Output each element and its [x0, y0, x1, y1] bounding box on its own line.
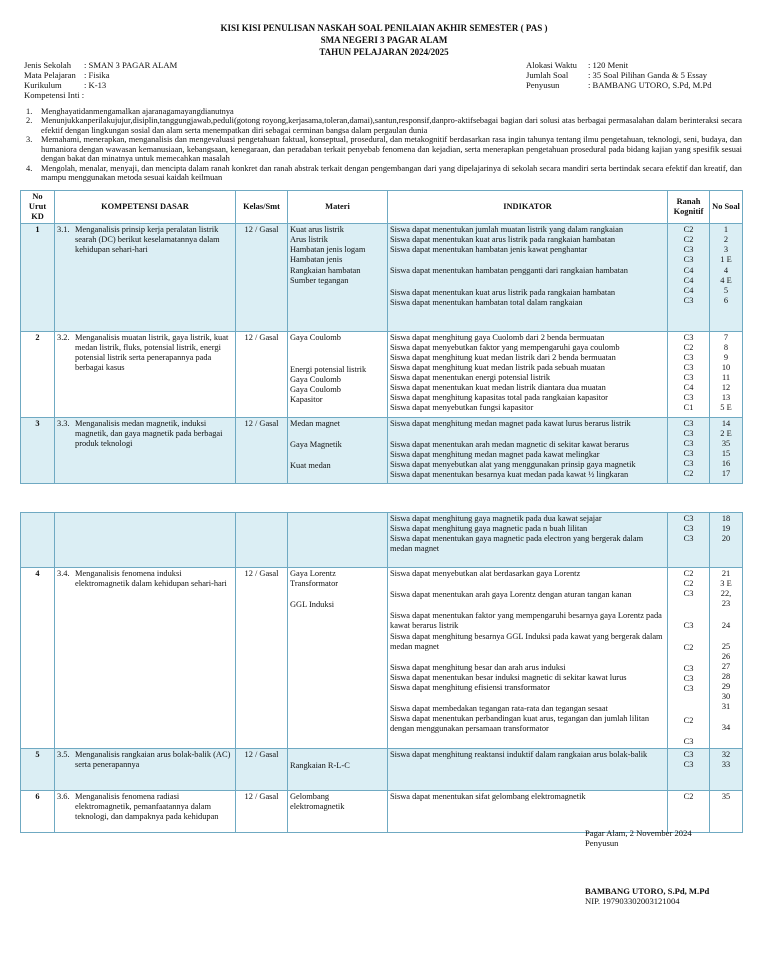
materi-item	[290, 343, 385, 354]
soal-item	[712, 317, 740, 328]
indikator-item: Siswa dapat menentukan arah gaya Lorentz dengan aturan tangan kanan	[390, 590, 632, 600]
ranah-item: C3	[683, 589, 694, 599]
ranah-item	[670, 599, 707, 610]
ranah-item: C3	[683, 459, 694, 469]
cell-no: 1	[21, 224, 55, 331]
ranah-item	[670, 317, 707, 328]
cell-kompetensi-dasar	[55, 791, 236, 833]
ranah-item: C2	[683, 715, 694, 725]
ranah-item: C3	[683, 439, 694, 449]
materi-item	[290, 308, 385, 319]
ranah-item: C3	[683, 419, 694, 429]
soal-item: 24	[721, 620, 731, 630]
meta-label: Kurikulum	[24, 80, 62, 91]
kd-text: Menganalisis fenomena induksi elektromagnetik dalam kehidupan sehari-hari	[75, 569, 227, 589]
signature-place-date: Pagar Alam, 2 November 2024	[585, 828, 692, 838]
kd-text: Menganalisis muatan listrik, gaya listrik, kuat medan listrik, fluks, potensial listrik, energi potensial listrik serta penerapannya pada berbagai kasus	[75, 332, 229, 372]
indikator-item: Siswa dapat menentukan hambatan pengganti dari rangkaian hambatan	[390, 266, 628, 276]
ranah-item: C3	[683, 760, 694, 770]
soal-item: 20	[721, 534, 731, 544]
ranah-item: C3	[683, 255, 694, 265]
ranah-item	[670, 632, 707, 643]
cell-kelas: 12 / Gasal	[236, 224, 288, 331]
cell-kompetensi-dasar	[55, 224, 236, 331]
meta-label: Jumlah Soal	[526, 70, 569, 81]
soal-item: 5 E	[720, 403, 732, 413]
cell-kelas: 12 / Gasal	[236, 568, 288, 749]
indikator-item: Siswa dapat menentukan gaya magnetic pada electron yang bergerak dalam medan magnet	[390, 534, 644, 554]
materi-item: Gelombang elektromagnetik	[290, 792, 345, 812]
meta-label: Kompetensi Inti :	[24, 90, 85, 101]
soal-item: 18	[721, 514, 731, 523]
ranah-item: C3	[683, 449, 694, 459]
cell-ranah	[668, 749, 710, 791]
cell-no: 2	[21, 331, 55, 417]
ranah-item: C3	[683, 663, 694, 673]
kd-text: Menganalisis fenomena radiasi elektromagnetik, pemanfaatannya dalam teknologi, dan dampaknya pada kehidupan	[75, 792, 219, 822]
materi-item: Hambatan jenis	[290, 255, 343, 265]
materi-item: Gaya Coulomb	[290, 374, 341, 384]
title-line-1: KISI KISI PENULISAN NASKAH SOAL PENILAIAN AKHIR SEMESTER ( PAS )	[220, 23, 548, 33]
soal-item: 19	[721, 524, 731, 534]
soal-item: 5	[723, 285, 729, 295]
table-row	[21, 791, 743, 833]
cell-ranah	[668, 418, 710, 484]
cell-ranah	[668, 513, 710, 568]
indikator-item: Siswa dapat menyebutkan alat yang menggunakan prinsip gaya magnetik	[390, 460, 636, 470]
indikator-item	[390, 652, 665, 663]
ranah-item: C3	[683, 683, 694, 693]
soal-item: 35	[721, 439, 731, 449]
indikator-item: Siswa dapat menyebutkan alat berdasarkan gaya Lorentz	[390, 569, 581, 579]
ranah-item: C3	[683, 524, 694, 534]
soal-item: 33	[721, 760, 731, 770]
cell-materi	[288, 224, 388, 331]
col-header-nosoal: No Soal	[710, 191, 743, 224]
indikator-item: Siswa dapat menghitung kapasitas total pada rangkaian kapasitor	[390, 393, 608, 403]
indikator-item: Siswa dapat menghitung gaya Cuolomb dari 2 benda bermuatan	[390, 332, 605, 342]
soal-item: 4 E	[720, 275, 732, 285]
indikator-item: Siswa dapat menghitung efisiensi transformator	[390, 682, 551, 692]
cell-kompetensi-dasar	[55, 331, 236, 417]
soal-item: 4	[723, 265, 729, 275]
ranah-item: C4	[683, 275, 694, 285]
meta-label: Jenis Sekolah	[24, 60, 72, 70]
cell-kelas: 12 / Gasal	[236, 749, 288, 791]
soal-item: 12	[721, 383, 731, 393]
signature-block	[585, 828, 692, 848]
col-header-indikator: INDIKATOR	[388, 191, 668, 224]
ranah-item	[670, 653, 707, 664]
soal-item: 31	[721, 702, 731, 712]
indikator-item: Siswa dapat menentukan besarnya kuat medan pada kawat ½ lingkaran	[390, 470, 629, 480]
soal-item: 27	[721, 661, 731, 671]
ranah-item: C3	[683, 352, 694, 362]
cell-no	[21, 513, 55, 568]
soal-item: 17	[721, 469, 731, 479]
meta-value: : 35 Soal Pilihan Ganda & 5 Essay	[588, 70, 708, 81]
materi-item: Gaya Lorentz	[290, 569, 336, 579]
title-line-2: SMA NEGERI 3 PAGAR ALAM	[320, 35, 448, 45]
col-header-ranah: Ranah Kognitif	[668, 191, 710, 224]
indikator-item: Siswa dapat menentukan kuat arus listrik pada rangkaian hambatan	[390, 235, 616, 245]
soal-item	[712, 555, 740, 566]
ranah-item: C2	[683, 469, 694, 479]
indikator-item: Siswa dapat menghitung kuat medan listrik dari 2 benda bermuatan	[390, 352, 616, 362]
indikator-item: Siswa dapat menentukan kuat arus listrik pada rangkaian hambatan	[390, 287, 616, 297]
soal-item: 3 E	[720, 579, 732, 589]
table-row	[21, 331, 743, 417]
table-body	[21, 224, 743, 484]
meta-label: Penyusun	[526, 80, 560, 91]
materi-item	[290, 750, 385, 761]
indikator-item: Siswa dapat menghitung besar dan arah arus induksi	[390, 662, 566, 672]
soal-item: 22,	[720, 589, 732, 599]
ranah-item: C3	[683, 429, 694, 439]
ranah-item	[670, 726, 707, 737]
cell-materi	[288, 749, 388, 791]
kd-number: 3.3.	[57, 419, 70, 429]
cell-no: 3	[21, 418, 55, 484]
cell-indikator	[388, 791, 668, 833]
cell-kompetensi-dasar	[55, 749, 236, 791]
indikator-item: Siswa dapat menentukan jumlah muatan listrik yang dalam rangkaian	[390, 225, 624, 235]
indikator-item: Siswa dapat menentukan hambatan total dalam rangkaian	[390, 297, 583, 307]
col-header-no: No Urut KD	[21, 191, 55, 224]
materi-item	[290, 450, 385, 461]
cell-ranah	[668, 331, 710, 417]
ranah-item: C3	[683, 362, 694, 372]
cell-no: 4	[21, 568, 55, 749]
ranah-item: C3	[683, 332, 694, 342]
meta-left	[24, 60, 177, 101]
table-row	[21, 513, 743, 568]
cell-indikator	[388, 568, 668, 749]
kompetensi-inti-list	[24, 107, 742, 183]
soal-item: 3	[723, 245, 729, 255]
cell-indikator	[388, 513, 668, 568]
cell-ranah	[668, 224, 710, 331]
ranah-item: C2	[683, 569, 694, 579]
ranah-item	[670, 705, 707, 716]
ranah-item: C2	[683, 225, 694, 235]
soal-item: 14	[721, 419, 731, 429]
indikator-item: Siswa dapat menentukan hambatan jenis kawat penghantar	[390, 245, 588, 255]
soal-item: 23	[721, 599, 731, 609]
soal-item: 21	[721, 569, 731, 579]
indikator-item	[390, 429, 665, 440]
cell-no: 5	[21, 749, 55, 791]
indikator-item: Siswa dapat menentukan faktor yang mempengaruhi besarnya gaya Lorentz pada kawat berarus listrik	[390, 611, 662, 631]
soal-item: 13	[721, 393, 731, 403]
cell-materi	[288, 791, 388, 833]
cell-materi	[288, 418, 388, 484]
materi-item	[290, 297, 385, 308]
indikator-item	[390, 319, 665, 330]
kisi-table-page-2	[20, 512, 743, 833]
cell-materi	[288, 331, 388, 417]
materi-item: Rangkaian R-L-C	[290, 761, 350, 771]
soal-item: 9	[723, 352, 729, 362]
cell-indikator	[388, 331, 668, 417]
ki-item: 3. Memahami, menerapkan, menganalisis dan mengevaluasi pengetahuan faktual, konseptual, prosedural, dan metakognitif berdasarkan rasa ingin tahunya tentang ilmu pengetahuan, teknologi, seni, budaya, dan humaniora dengan wawasan kemanusiaan, kebangsaan, kenegaraan, dan peradaban terkait penyebab fenomena dan kejadian, serta menerapkan pengetahuan prosedural pada bidang kajian yang spesifik sesuai dengan bakat dan minatnya untuk memecahkan masalah	[26, 135, 742, 164]
indikator-item	[390, 277, 665, 288]
soal-item: 2	[723, 235, 729, 245]
ranah-item: C3	[683, 393, 694, 403]
indikator-item: Siswa dapat menentukan kuat medan listrik diantara dua muatan	[390, 383, 606, 393]
kd-text: Menganalisis prinsip kerja peralatan listrik searah (DC) berikut keselamatannya dalam kehidupan sehari-hari	[75, 225, 220, 255]
indikator-item: Siswa dapat menghitung gaya magnetic pada n buah lilitan	[390, 524, 588, 534]
indikator-item	[390, 579, 665, 590]
materi-item	[290, 319, 385, 330]
materi-item: Medan magnet	[290, 419, 341, 429]
ranah-item	[670, 694, 707, 705]
cell-materi	[288, 513, 388, 568]
ranah-item: C4	[683, 285, 694, 295]
soal-item: 30	[721, 692, 731, 702]
soal-item	[712, 712, 740, 723]
ranah-item: C2	[683, 792, 694, 802]
soal-item: 10	[721, 362, 731, 372]
cell-indikator	[388, 224, 668, 331]
ranah-item: C3	[683, 750, 694, 760]
indikator-item: Siswa dapat menyebutkan fungsi kapasitor	[390, 403, 534, 413]
cell-no: 6	[21, 791, 55, 833]
signature-name-block	[585, 886, 709, 906]
soal-item: 8	[723, 342, 729, 352]
soal-item: 11	[721, 373, 731, 383]
materi-item	[290, 589, 385, 600]
materi-item: GGL Induksi	[290, 600, 335, 610]
materi-item: Gaya Magnetik	[290, 440, 342, 450]
ranah-item: C2	[683, 235, 694, 245]
materi-item	[290, 354, 385, 365]
indikator-item: Siswa dapat menentukan arah medan magnetic di sekitar kawat berarus	[390, 440, 629, 450]
indikator-item: Siswa dapat membedakan tegangan rata-rata dan tegangan sesaat	[390, 703, 608, 713]
ranah-item: C3	[683, 373, 694, 383]
cell-ranah	[668, 791, 710, 833]
cell-kelas: 12 / Gasal	[236, 791, 288, 833]
cell-nosoal	[710, 331, 743, 417]
soal-item: 6	[723, 295, 729, 305]
indikator-item	[390, 308, 665, 319]
indikator-item: Siswa dapat menentukan sifat gelombang elektromagnetik	[390, 792, 586, 802]
signature-name: BAMBANG UTORO, S.Pd, M.Pd	[585, 886, 710, 896]
cell-kompetensi-dasar	[55, 418, 236, 484]
col-header-kelas: Kelas/Smt	[236, 191, 288, 224]
kd-text: Menganalisis rangkaian arus bolak-balik (AC) serta penerapannya	[75, 750, 231, 770]
ranah-item: C1	[683, 403, 694, 413]
ki-item: 4. Mengolah, menalar, menyaji, dan mencipta dalam ranah konkret dan ranah abstrak terkait dengan pengembangan dari yang dipelajarinya di sekolah secara mandiri serta bertindak secara efektif dan kreatif, dan mampu menggunakan metoda sesuai kaidah keilmuan	[26, 163, 742, 183]
meta-value: : SMAN 3 PAGAR ALAM	[84, 60, 178, 70]
soal-item	[712, 544, 740, 555]
materi-item: Gaya Coulomb	[290, 384, 341, 394]
cell-materi	[288, 568, 388, 749]
ranah-item: C3	[683, 514, 694, 523]
kd-number: 3.4.	[57, 569, 70, 579]
kd-number: 3.2.	[57, 332, 70, 342]
ranah-item: C3	[683, 673, 694, 683]
ranah-item	[670, 610, 707, 621]
meta-label: Mata Pelajaran	[24, 70, 76, 81]
soal-item: 25	[721, 641, 731, 651]
soal-item: 1 E	[720, 255, 732, 265]
materi-item: Energi potensial listrik	[290, 364, 367, 374]
indikator-item: Siswa dapat menentukan perbandingan kuat arus, tegangan dan jumlah lilitan dengan menggunakan persamaan transformator	[390, 714, 650, 734]
soal-item	[712, 631, 740, 642]
materi-item: Kapasitor	[290, 395, 323, 405]
cell-kompetensi-dasar	[55, 568, 236, 749]
cell-nosoal	[710, 749, 743, 791]
table-row	[21, 224, 743, 331]
ranah-item: C2	[683, 642, 694, 652]
indikator-item: Siswa dapat menghitung besarnya GGL Induksi pada kawat yang bergerak dalam medan magnet	[390, 631, 663, 651]
soal-item	[712, 306, 740, 317]
kd-text: Menganalisis medan magnetik, induksi magnetik, dan gaya magnetik pada berbagai produk teknologi	[75, 419, 223, 449]
cell-nosoal	[710, 791, 743, 833]
soal-item	[712, 610, 740, 621]
ranah-item	[670, 544, 707, 555]
indikator-item: Siswa dapat menentukan besar induksi magnetic di sekitar kawat lurus	[390, 672, 627, 682]
indikator-item: Siswa dapat menghitung kuat medan listrik pada sebuah muatan	[390, 362, 605, 372]
materi-item: Hambatan jenis logam	[290, 245, 366, 255]
ranah-item	[670, 306, 707, 317]
cell-nosoal	[710, 568, 743, 749]
materi-item	[290, 286, 385, 297]
materi-item: Kuat medan	[290, 461, 331, 471]
indikator-item: Siswa dapat menyebutkan faktor yang mempengaruhi gaya coulomb	[390, 342, 620, 352]
table-body	[21, 513, 743, 833]
ranah-item	[670, 555, 707, 566]
soal-item: 2 E	[720, 429, 732, 439]
soal-item: 34	[721, 723, 731, 733]
materi-item: Sumber tegangan	[290, 275, 349, 285]
table-row	[21, 749, 743, 791]
title-line-3: TAHUN PELAJARAN 2024/2025	[319, 47, 449, 57]
indikator-item: Siswa dapat menghitung gaya magnetik pada dua kawat sejajar	[390, 514, 602, 523]
soal-item: 15	[721, 449, 731, 459]
soal-item: 35	[721, 792, 731, 802]
meta-value: : K-13	[84, 80, 107, 91]
indikator-item	[390, 600, 665, 611]
cell-nosoal	[710, 513, 743, 568]
cell-indikator	[388, 749, 668, 791]
indikator-item	[390, 693, 665, 704]
ranah-item: C3	[683, 621, 694, 631]
meta-value: : 120 Menit	[588, 60, 629, 70]
signature-role: Penyusun	[585, 838, 619, 849]
indikator-item: Siswa dapat menentukan energi potensial listrik	[390, 373, 551, 383]
cell-indikator	[388, 418, 668, 484]
materi-item: Arus listrik	[290, 235, 328, 245]
cell-kompetensi-dasar	[55, 513, 236, 568]
indikator-item	[390, 554, 665, 565]
ranah-item: C2	[683, 579, 694, 589]
materi-item: Kuat arus listrik	[290, 225, 344, 235]
soal-item: 16	[721, 459, 731, 469]
ki-item: 2. Menunjukkanperilakujujur,disiplin,tanggungjawab,peduli(gotong royong,kerjasama,toleran,damai),santun,responsif,danpro-aktifsebagai bagian dari solusi atas berbagai permasalahan dalam berinteraksi secara efektif dengan lingkungan sosial dan alam serta menempatkan diri sebagai cerminan bangsa dalam pergaulan dunia	[26, 116, 742, 135]
ranah-item: C3	[683, 245, 694, 255]
ranah-item: C2	[683, 342, 694, 352]
meta-value: : Fisika	[84, 70, 110, 81]
meta-right	[526, 60, 712, 90]
soal-item: 1	[723, 225, 729, 235]
ranah-item: C4	[683, 383, 694, 393]
ranah-item: C3	[683, 534, 694, 544]
materi-item	[290, 405, 385, 416]
meta-label: Alokasi Waktu	[526, 60, 577, 70]
ranah-item: C3	[683, 295, 694, 305]
kisi-table-page-1	[20, 190, 743, 484]
ranah-item: C3	[683, 736, 694, 746]
cell-kelas: 12 / Gasal	[236, 418, 288, 484]
cell-kelas: 12 / Gasal	[236, 331, 288, 417]
kd-number: 3.1.	[57, 225, 70, 235]
table-row	[21, 418, 743, 484]
kd-number: 3.5.	[57, 750, 70, 760]
soal-item: 32	[721, 750, 731, 760]
materi-item	[290, 471, 385, 482]
materi-item: Gaya Coulomb	[290, 332, 341, 342]
signature-nip: NIP. 197903302003121004	[585, 896, 680, 907]
ranah-item: C4	[683, 265, 694, 275]
soal-item: 28	[721, 671, 731, 681]
indikator-item	[390, 255, 665, 266]
indikator-item: Siswa dapat menghitung medan magnet pada kawat melingkar	[390, 450, 600, 460]
indikator-item: Siswa dapat menghitung medan magnet pada kawat lurus berarus listrik	[390, 419, 631, 429]
materi-item	[290, 429, 385, 440]
cell-ranah	[668, 568, 710, 749]
meta-value: : BAMBANG UTORO, S.Pd, M.Pd	[588, 80, 712, 91]
cell-nosoal	[710, 418, 743, 484]
indikator-item: Siswa dapat menghitung reaktansi induktif dalam rangkaian arus bolak-balik	[390, 750, 648, 760]
table-row	[21, 568, 743, 749]
materi-item: Transformator	[290, 579, 339, 589]
kd-number: 3.6.	[57, 792, 70, 802]
soal-item: 26	[721, 651, 731, 661]
col-header-materi: Materi	[288, 191, 388, 224]
cell-nosoal	[710, 224, 743, 331]
col-header-kd: KOMPETENSI DASAR	[55, 191, 236, 224]
soal-item: 29	[721, 681, 731, 691]
cell-kelas	[236, 513, 288, 568]
soal-item: 7	[723, 332, 729, 342]
ki-item: 1. Menghayatidanmengamalkan ajaranagamayangdianutnya	[26, 107, 234, 116]
materi-item: Rangkaian hambatan	[290, 265, 361, 275]
